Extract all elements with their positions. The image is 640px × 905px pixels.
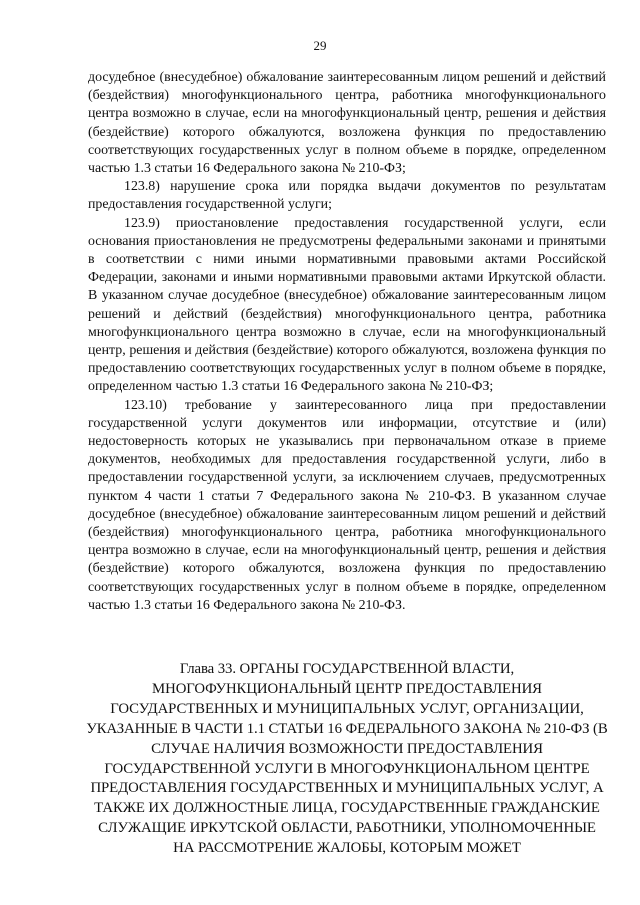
page-number: 29	[313, 38, 327, 53]
paragraph-123-9: 123.9) приостановление предоставления государственной услуги, если основания приостановления не предусмотрены федеральными законами и принятыми в соответствии с ними иными нормативными правовыми актами Российской Федерации, законами и иными нормативными правовыми актами Иркутской области. В указанном случае досудебное (внесудебное) обжалование заинтересованным лицом решений и действий (бездействия) многофункционального центра, работника многофункционального центра возможно в случае, если на многофункциональный центр, решения и действия (бездействие) которого обжалуются, возложена функция по предоставлению соответствующих государственных услуг в полном объеме в порядке, определенном частью 1.3 статьи 16 Федерального закона № 210-ФЗ;	[88, 215, 606, 395]
paragraph-123-10: 123.10) требование у заинтересованного лица при предоставлении государственной услуги документов или информации, отсутствие и (или) недостоверность которых не указывались при первоначальном отказе в приеме документов, необходимых для предоставления государственной услуги, либо в предоставлении государственной услуги, за исключением случаев, предусмотренных пунктом 4 части 1 статьи 7 Федерального закона № 210-ФЗ. В указанном случае досудебное (внесудебное) обжалование заинтересованным лицом решений и действий (бездействия) многофункционального центра, работника многофункционального центра возможно в случае, если на многофункциональный центр, решения и действия (бездействие) которого обжалуются, возложена функция по предоставлению соответствующих государственных услуг в полном объеме в порядке, определенном частью 1.3 статьи 16 Федерального закона № 210-ФЗ.	[88, 397, 606, 613]
paragraph-123-8: 123.8) нарушение срока или порядка выдачи документов по результатам предоставления государственной услуги;	[88, 179, 606, 213]
document-body	[88, 69, 606, 615]
paragraph-continuation: досудебное (внесудебное) обжалование заинтересованным лицом решений и действий (бездействия) многофункционального центра, работника многофункционального центра возможно в случае, если на многофункциональный центр, решения и действия (бездействие) которого обжалуются, возложена функция по предоставлению соответствующих государственных услуг в полном объеме в порядке, определенном частью 1.3 статьи 16 Федерального закона № 210-ФЗ;	[88, 70, 606, 177]
chapter-heading: Глава 33. ОРГАНЫ ГОСУДАРСТВЕННОЙ ВЛАСТИ, МНОГОФУНКЦИОНАЛЬНЫЙ ЦЕНТР ПРЕДОСТАВЛЕНИЯ ГОСУДАРСТВЕННЫХ И МУНИЦИПАЛЬНЫХ УСЛУГ, ОРГАНИЗАЦИИ, УКАЗАННЫЕ В ЧАСТИ 1.1 СТАТЬИ 16 ФЕДЕРАЛЬНОГО ЗАКОНА № 210-ФЗ (В СЛУЧАЕ НАЛИЧИЯ ВОЗМОЖНОСТИ ПРЕДОСТАВЛЕНИЯ ГОСУДАРСТВЕННОЙ УСЛУГИ В МНОГОФУНКЦИОНАЛЬНОМ ЦЕНТРЕ ПРЕДОСТАВЛЕНИЯ ГОСУДАРСТВЕННЫХ И МУНИЦИПАЛЬНЫХ УСЛУГ, А ТАКЖЕ ИХ ДОЛЖНОСТНЫЕ ЛИЦА, ГОСУДАРСТВЕННЫЕ ГРАЖДАНСКИЕ СЛУЖАЩИЕ ИРКУТСКОЙ ОБЛАСТИ, РАБОТНИКИ, УПОЛНОМОЧЕННЫЕ НА РАССМОТРЕНИЕ ЖАЛОБЫ, КОТОРЫМ МОЖЕТ	[86, 661, 608, 857]
